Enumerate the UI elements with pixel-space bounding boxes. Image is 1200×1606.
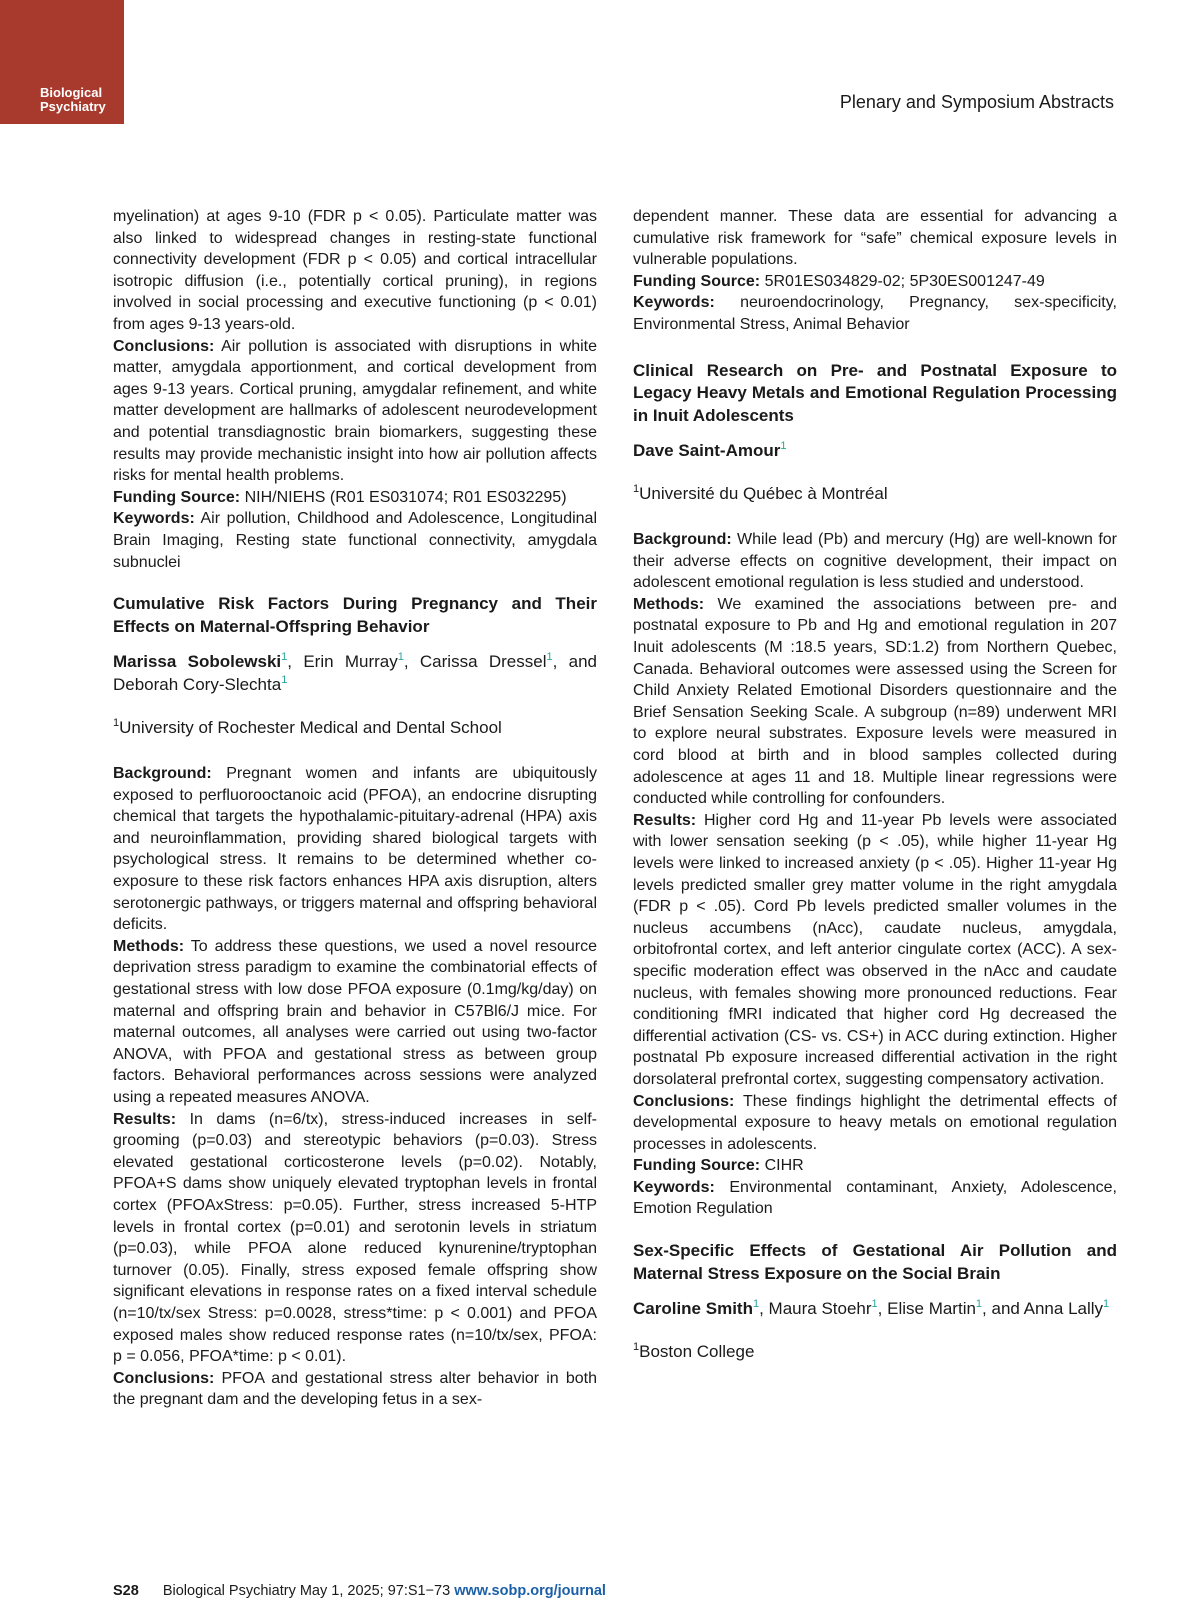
- results-text: In dams (n=6/tx), stress-induced increases in self-grooming (p=0.03) and stereotypic behaviors (p=0.03). Stress elevated gestational corticosterone levels (p=0.02). Notably, PFOA+S dams show uniquely elevated tryptophan levels in frontal cortex (PFOAxStress: p=0.05). Further, stress increased 5-HTP levels in frontal cortex (p=0.01) and serotonin levels in striatum (p=0.03), while PFOA alone reduced kynurenine/tryptophan turnover (0.05). Finally, stress exposed female offspring show significant elevations in response rates on a fixed interval schedule (n=10/tx/sex Stress: p=0.0028, stress*time: p < 0.001) and PFOA exposed males show reduced response rates (n=10/tx/sex, PFOA: p = 0.056, PFOA*time: p < 0.01).: [113, 1110, 597, 1366]
- author: , Elise Martin: [877, 1299, 976, 1319]
- affiliation-sup: 1: [633, 483, 640, 496]
- keywords-text: Environmental contaminant, Anxiety, Adolescence, Emotion Regulation: [633, 1178, 1117, 1218]
- presenting-author: Marissa Sobolewski: [113, 652, 282, 672]
- affiliation-text: Boston College: [639, 1342, 755, 1362]
- page-footer: [113, 1583, 606, 1599]
- affiliation-sup: 1: [281, 674, 288, 687]
- funding-paragraph: [633, 1155, 1117, 1177]
- affiliation-text: University of Rochester Medical and Dental School: [119, 718, 502, 738]
- author-list: [633, 439, 1117, 462]
- background-text: Pregnant women and infants are ubiquitously exposed to perfluorooctanoic acid (PFOA), an endocrine disrupting chemical that targets the hypothalamic-pituitary-adrenal (HPA) axis and neuroinflammation, providing shared biological targets with psychological stress. It remains to be determined whether co-exposure to these risk factors enhances HPA axis disruption, alters serotonergic pathways, or triggers maternal and offspring behavioral deficits.: [113, 765, 597, 934]
- presenting-author: Caroline Smith: [633, 1299, 753, 1319]
- results-paragraph: [633, 810, 1117, 1091]
- conclusions-label: Conclusions:: [113, 1369, 215, 1387]
- background-paragraph: [633, 529, 1117, 594]
- citation: Biological Psychiatry May 1, 2025; 97:S1−73: [162, 1583, 451, 1599]
- keywords-label: Keywords:: [633, 1178, 715, 1196]
- page-number: S28: [113, 1583, 139, 1599]
- running-head: Plenary and Symposium Abstracts: [839, 92, 1114, 112]
- conclusions-paragraph: [113, 336, 597, 487]
- author: , and Deborah Cory-Slechta: [113, 652, 597, 695]
- journal-url-link[interactable]: www.sobp.org/journal: [454, 1583, 606, 1599]
- conclusions-label: Conclusions:: [113, 337, 215, 355]
- methods-paragraph: [633, 594, 1117, 810]
- funding-label: Funding Source:: [113, 488, 241, 506]
- keywords-paragraph: [633, 292, 1117, 335]
- methods-label: Methods:: [633, 595, 705, 613]
- funding-label: Funding Source:: [633, 272, 761, 290]
- affiliation-sup: 1: [633, 1341, 640, 1354]
- results-text: Higher cord Hg and 11-year Pb levels were associated with lower sensation seeking (p < .05), while higher 11-year Hg levels were linked to increased anxiety (p < .05). Higher 11-year Hg levels predicted smaller grey matter volume in the right amygdala (FDR p < .05). Cord Pb levels predicted smaller volumes in the nucleus accumbens (nAcc), caudate nucleus, amygdala, orbitofrontal cortex, and left anterior cingulate cortex (ACC). A sex-specific moderation effect was observed in the nAcc and caudate nucleus, with females showing more pronounced reductions. Fear conditioning fMRI indicated that higher cord Hg decreased the differential activation (CS- vs. CS+) in ACC during extinction. Higher postnatal Pb exposure increased differential activation in the right dorsolateral prefrontal cortex, suggesting compensatory activation.: [633, 811, 1117, 1088]
- conclusions-text: PFOA and gestational stress alter behavior in both the pregnant dam and the developing fetus in a sex-: [113, 1369, 597, 1409]
- results-label: Results:: [633, 811, 697, 829]
- abstract-title: Clinical Research on Pre- and Postnatal Exposure to Legacy Heavy Metals and Emotional Regulation Processing in Inuit Adolescents: [633, 360, 1117, 425]
- affiliation: [633, 1340, 1117, 1363]
- funding-text: 5R01ES034829-02; 5P30ES001247-49: [764, 272, 1045, 290]
- author-list: [633, 1297, 1117, 1320]
- author: , Erin Murray: [287, 652, 398, 672]
- funding-paragraph: [113, 487, 597, 509]
- continued-results-text: myelination) at ages 9-10 (FDR p < 0.05). Particulate matter was also linked to widespread changes in resting-state functional connectivity development (FDR p < 0.05) and cortical intracellular isotropic diffusion (i.e., potentially cortical pruning), in regions involved in social processing and executive functioning (p < 0.01) from ages 9-13 years-old.: [113, 208, 597, 333]
- keywords-label: Keywords:: [113, 510, 195, 528]
- conclusions-label: Conclusions:: [633, 1092, 735, 1110]
- methods-text: To address these questions, we used a novel resource deprivation stress paradigm to examine the combinatorial effects of gestational stress with low dose PFOA exposure (0.1mg/kg/day) on maternal and offspring brain and behavior in C57Bl6/J mice. For maternal outcomes, all analyses were carried out using two-factor ANOVA, with PFOA and gestational stress as between group factors. Behavioral performances across sessions were analyzed using a repeated measures ANOVA.: [113, 937, 597, 1106]
- continued-conclusions-text: dependent manner. These data are essential for advancing a cumulative risk framework for “safe” chemical exposure levels in vulnerable populations.: [633, 208, 1117, 269]
- affiliation-sup: 1: [281, 651, 288, 664]
- author: , and Anna Lally: [982, 1299, 1104, 1319]
- presenting-author: Dave Saint-Amour: [633, 441, 781, 461]
- affiliation-sup: 1: [871, 1298, 878, 1311]
- keywords-label: Keywords:: [633, 294, 715, 312]
- affiliation-sup: 1: [546, 651, 553, 664]
- affiliation-sup: 1: [1103, 1298, 1110, 1311]
- affiliation-sup: 1: [975, 1298, 983, 1311]
- abstract-title: Sex-Specific Effects of Gestational Air Pollution and Maternal Stress Exposure on the Social Brain: [633, 1241, 1117, 1283]
- author: , Maura Stoehr: [759, 1299, 872, 1319]
- funding-text: NIH/NIEHS (R01 ES031074; R01 ES032295): [244, 488, 567, 506]
- background-text: While lead (Pb) and mercury (Hg) are well-known for their adverse effects on cognitive development, their impact on adolescent emotional regulation is less studied and understood.: [633, 531, 1117, 592]
- left-column: [113, 206, 597, 1411]
- author-list: [113, 650, 597, 696]
- journal-badge-line1: Biological: [40, 85, 103, 100]
- author: , Carissa Dressel: [403, 652, 547, 672]
- affiliation-sup: 1: [780, 440, 787, 453]
- results-label: Results:: [113, 1110, 177, 1128]
- background-paragraph: [113, 763, 597, 936]
- journal-logo-badge: [0, 0, 124, 124]
- methods-text: We examined the associations between pre- and postnatal exposure to Pb and Hg and emotional regulation in 207 Inuit adolescents (M :18.5 years, SD:1.2) from Northern Quebec, Canada. Behavioral outcomes were assessed using the Screen for Child Anxiety Related Emotional Disorders questionnaire and the Brief Sensation Seeking Scale. A subgroup (n=89) underwent MRI to explore neural substrates. Exposure levels were measured in cord blood at birth and in blood samples collected during adolescence at ages 11 and 18. Multiple linear regressions were conducted while controlling for confounders.: [633, 595, 1118, 808]
- background-label: Background:: [113, 765, 212, 783]
- keywords-paragraph: [113, 508, 597, 573]
- affiliation-sup: 1: [397, 651, 404, 664]
- abstract-title: Cumulative Risk Factors During Pregnancy and Their Effects on Maternal-Offspring Behavior: [113, 594, 597, 636]
- funding-text: CIHR: [764, 1157, 804, 1175]
- affiliation: [633, 482, 1117, 505]
- results-paragraph: [113, 1109, 597, 1368]
- keywords-text: Air pollution, Childhood and Adolescence, Longitudinal Brain Imaging, Resting state functional connectivity, amygdala subnuclei: [113, 510, 598, 571]
- right-column: [633, 206, 1117, 1363]
- conclusions-paragraph: [633, 1091, 1117, 1156]
- conclusions-text: Air pollution is associated with disruptions in white matter, amygdala apportionment, and cortical development from ages 9-13 years. Cortical pruning, amygdalar refinement, and white matter development are hallmarks of adolescent neurodevelopment and potential transdiagnostic brain biomarkers, suggesting these results may provide mechanistic insight into how air pollution affects risks for mental health problems.: [113, 337, 598, 485]
- affiliation-sup: 1: [113, 717, 120, 730]
- conclusions-paragraph: [113, 1368, 597, 1411]
- methods-paragraph: [113, 936, 597, 1109]
- keywords-paragraph: [633, 1177, 1117, 1220]
- affiliation: [113, 716, 597, 739]
- affiliation-text: Université du Québec à Montréal: [639, 484, 888, 504]
- background-label: Background:: [633, 531, 732, 549]
- funding-label: Funding Source:: [633, 1157, 761, 1175]
- keywords-text: neuroendocrinology, Pregnancy, sex-specificity, Environmental Stress, Animal Behavior: [633, 294, 1118, 333]
- methods-label: Methods:: [113, 937, 185, 955]
- journal-badge-line2: Psychiatry: [40, 99, 106, 114]
- affiliation-sup: 1: [752, 1298, 760, 1311]
- conclusions-text: These findings highlight the detrimental effects of developmental exposure to heavy metals on emotional regulation processes in adolescents.: [633, 1092, 1118, 1153]
- funding-paragraph: [633, 271, 1117, 293]
